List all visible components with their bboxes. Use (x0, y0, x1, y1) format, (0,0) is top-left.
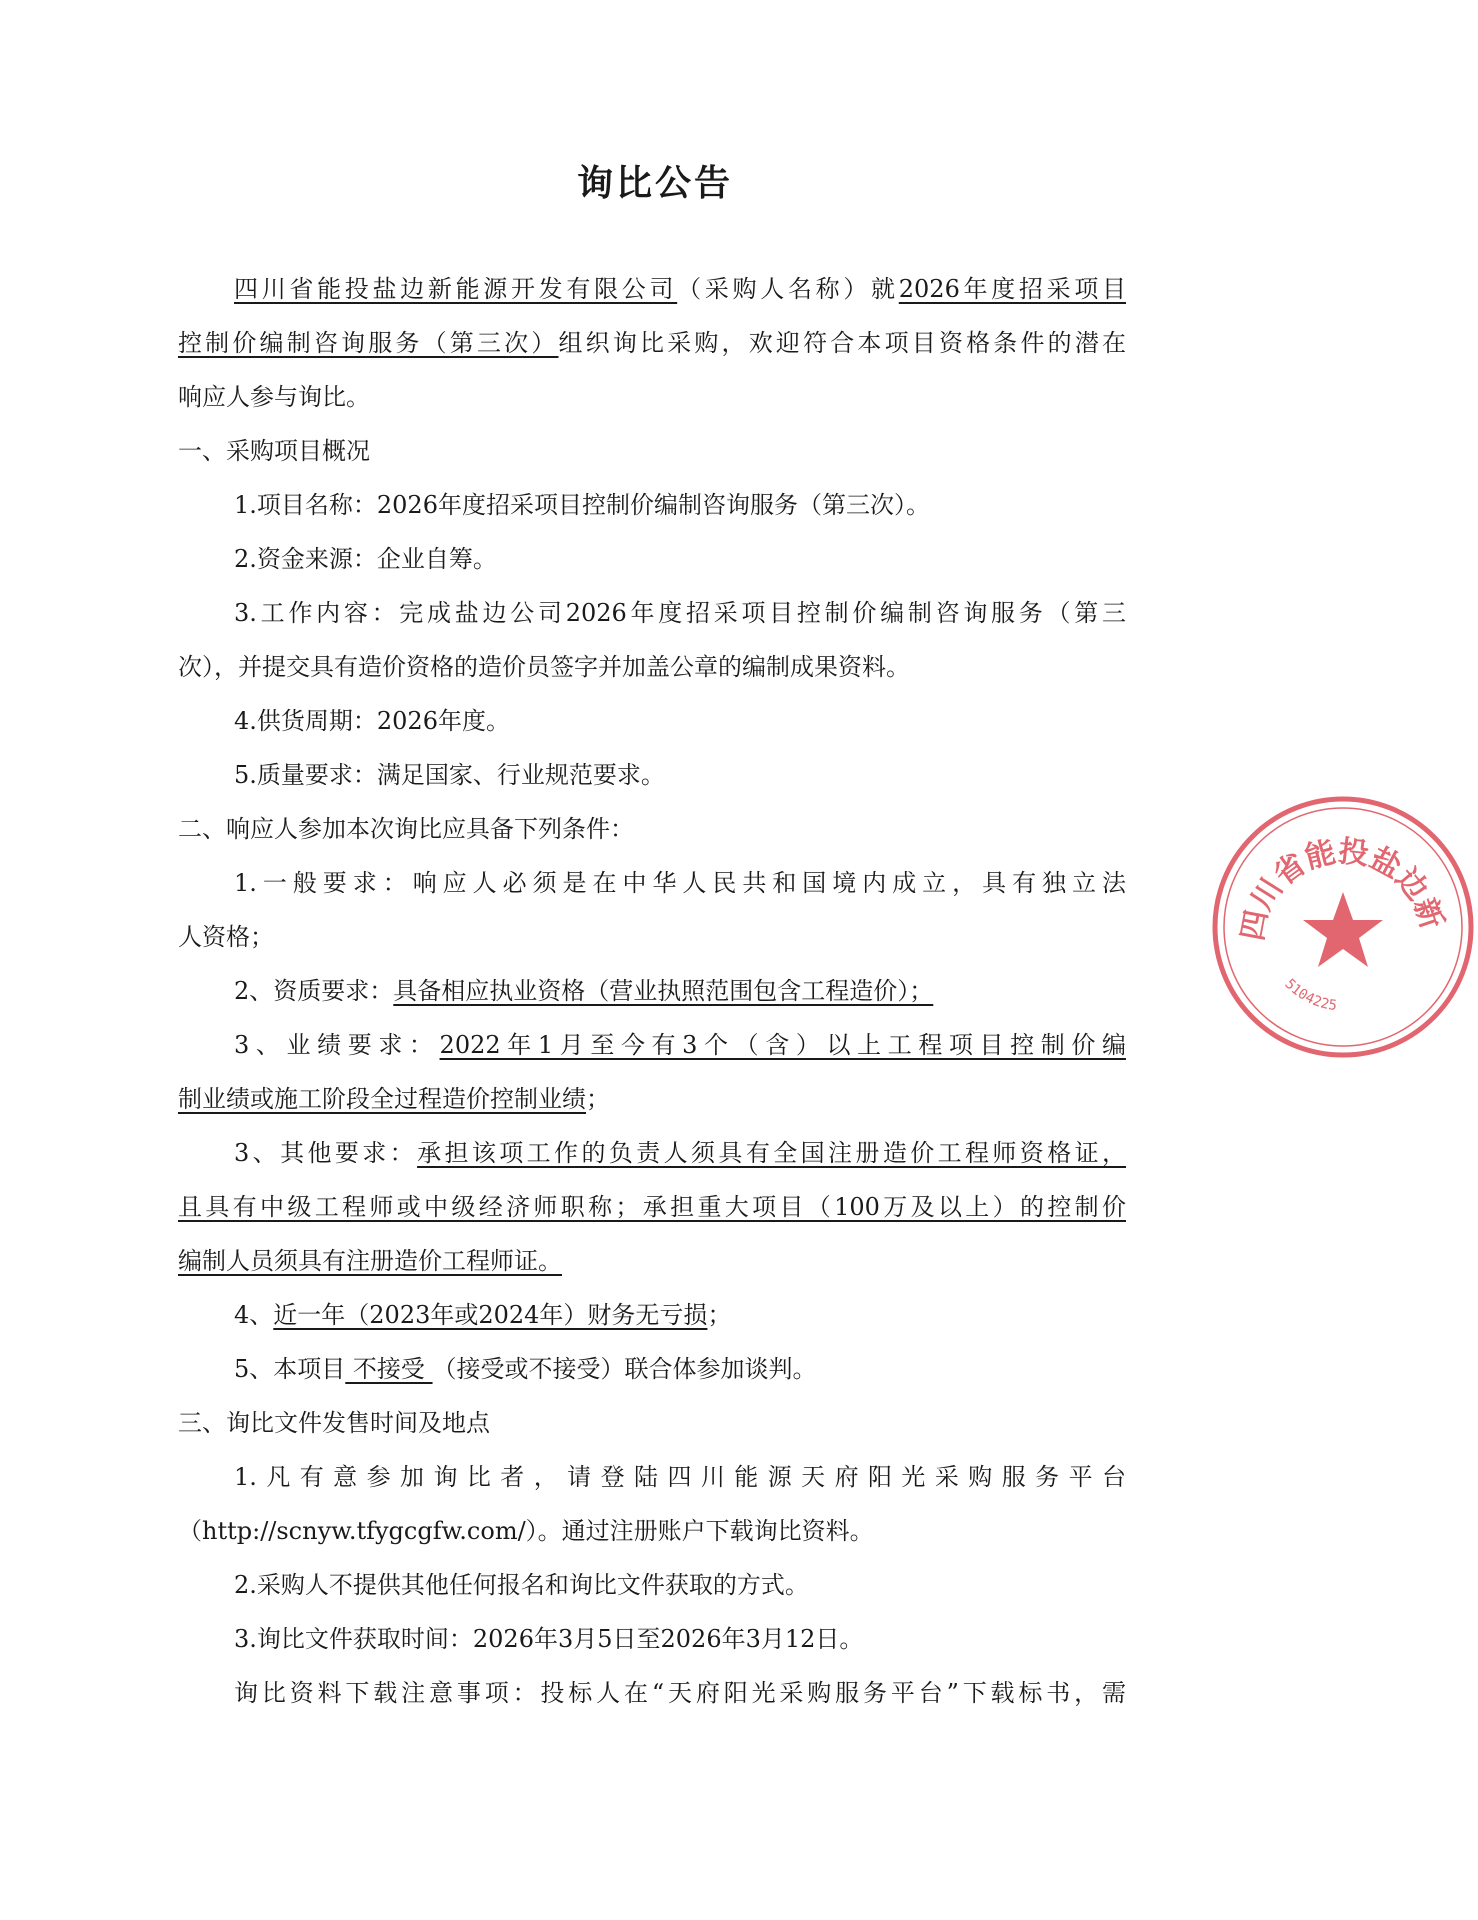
section-3-heading: 三、询比文件发售时间及地点 (178, 1409, 490, 1437)
company-seal (1208, 792, 1478, 1062)
seal-star (1303, 892, 1383, 967)
section-2-req-2 (178, 964, 1126, 1018)
req-4-value-3: 编制人员须具有注册造价工程师证。 (178, 1247, 562, 1275)
section-1-item-5: 5.质量要求：满足国家、行业规范要求。 (234, 761, 665, 789)
section-3-note: 询比资料下载注意事项：投标人在“天府阳光采购服务平台”下载标书，需 (234, 1679, 1126, 1707)
section-2-req-6 (178, 1342, 1126, 1396)
req-5-value: 近一年（2023年或2024年）财务无亏损 (273, 1301, 708, 1329)
section-2-req-1-line-1: 1.一般要求：响应人必须是在中华人民共和国境内成立，具有独立法 (234, 869, 1126, 897)
section-2-req-4-line-2 (178, 1180, 1126, 1234)
section-2-req-3-line-2 (178, 1072, 1126, 1126)
req-5-end: ； (707, 1301, 732, 1329)
req-3-value-1: 2022年1月至今有3个（含）以上工程项目控制价编 (439, 1031, 1126, 1059)
section-1-item-4: 4.供货周期：2026年度。 (234, 707, 510, 735)
section-3-item-2: 2.采购人不提供其他任何报名和询比文件获取的方式。 (234, 1571, 809, 1599)
seal-code: 5104225 (1281, 976, 1338, 1015)
document-title: 询比公告 (576, 163, 733, 204)
section-3-item-1-line-1: 1.凡有意参加询比者，请登陆四川能源天府阳光采购服务平台 (234, 1463, 1126, 1491)
intro-line-3: 响应人参与询比。 (178, 383, 370, 411)
req-2-value: 具备相应执业资格（营业执照范围包含工程造价）； (393, 977, 934, 1005)
section-2-req-4-line-3 (178, 1234, 1126, 1288)
intro-line-1 (178, 262, 1126, 316)
section-1-item-3-line-1: 3.工作内容：完成盐边公司2026年度招采项目控制价编制咨询服务（第三 (234, 599, 1126, 627)
req-2-label: 2、资质要求： (234, 977, 394, 1005)
section-2-req-3-line-1 (178, 1018, 1126, 1072)
section-3-item-1-line-2: （http://scnyw.tfygcgfw.com/）。通过注册账户下载询比资料。 (178, 1517, 874, 1545)
purchaser-note: （采购人名称）就 (677, 275, 899, 303)
section-1-item-3-line-2: 次），并提交具有造价资格的造价员签字并加盖公章的编制成果资料。 (178, 653, 910, 681)
section-3-item-3: 3.询比文件获取时间：2026年3月5日至2026年3月12日。 (234, 1625, 864, 1653)
req-3-label: 3、业绩要求： (234, 1031, 440, 1059)
section-2-req-5 (178, 1288, 1126, 1342)
intro-line-2 (178, 316, 1126, 370)
document-body (178, 262, 1126, 1720)
req-6-label: 5、本项目 (234, 1355, 346, 1383)
req-5-label: 4、 (234, 1301, 274, 1329)
project-name-part1: 2026年度招采项目 (898, 275, 1127, 303)
req-4-value-1: 承担该项工作的负责人须具有全国注册造价工程师资格证， (417, 1139, 1126, 1167)
section-2-req-4-line-1 (178, 1126, 1126, 1180)
intro-continuation: 组织询比采购，欢迎符合本项目资格条件的潜在 (558, 329, 1127, 357)
purchaser-name: 四川省能投盐边新能源开发有限公司 (234, 275, 678, 303)
req-6-value: 不接受 (345, 1355, 433, 1383)
section-2-heading: 二、响应人参加本次询比应具备下列条件： (178, 815, 634, 843)
section-1-item-2: 2.资金来源：企业自筹。 (234, 545, 497, 573)
req-3-end: ； (586, 1085, 610, 1113)
seal-code-arc (1281, 976, 1338, 1014)
section-2-req-1-line-2: 人资格； (178, 923, 274, 951)
req-4-label: 3、其他要求： (234, 1139, 418, 1167)
section-1-item-1: 1.项目名称：2026年度招采项目控制价编制咨询服务（第三次）。 (234, 491, 930, 519)
req-6-end: （接受或不接受）联合体参加谈判。 (432, 1355, 817, 1383)
seal-text: 四川省能投盐边新 (1235, 833, 1450, 944)
req-3-value-2: 制业绩或施工阶段全过程造价控制业绩 (178, 1085, 586, 1113)
req-4-value-2: 且具有中级工程师或中级经济师职称；承担重大项目（100万及以上）的控制价 (178, 1193, 1126, 1221)
project-name-part2: 控制价编制咨询服务（第三次） (178, 329, 559, 357)
section-1-heading: 一、采购项目概况 (178, 437, 370, 465)
